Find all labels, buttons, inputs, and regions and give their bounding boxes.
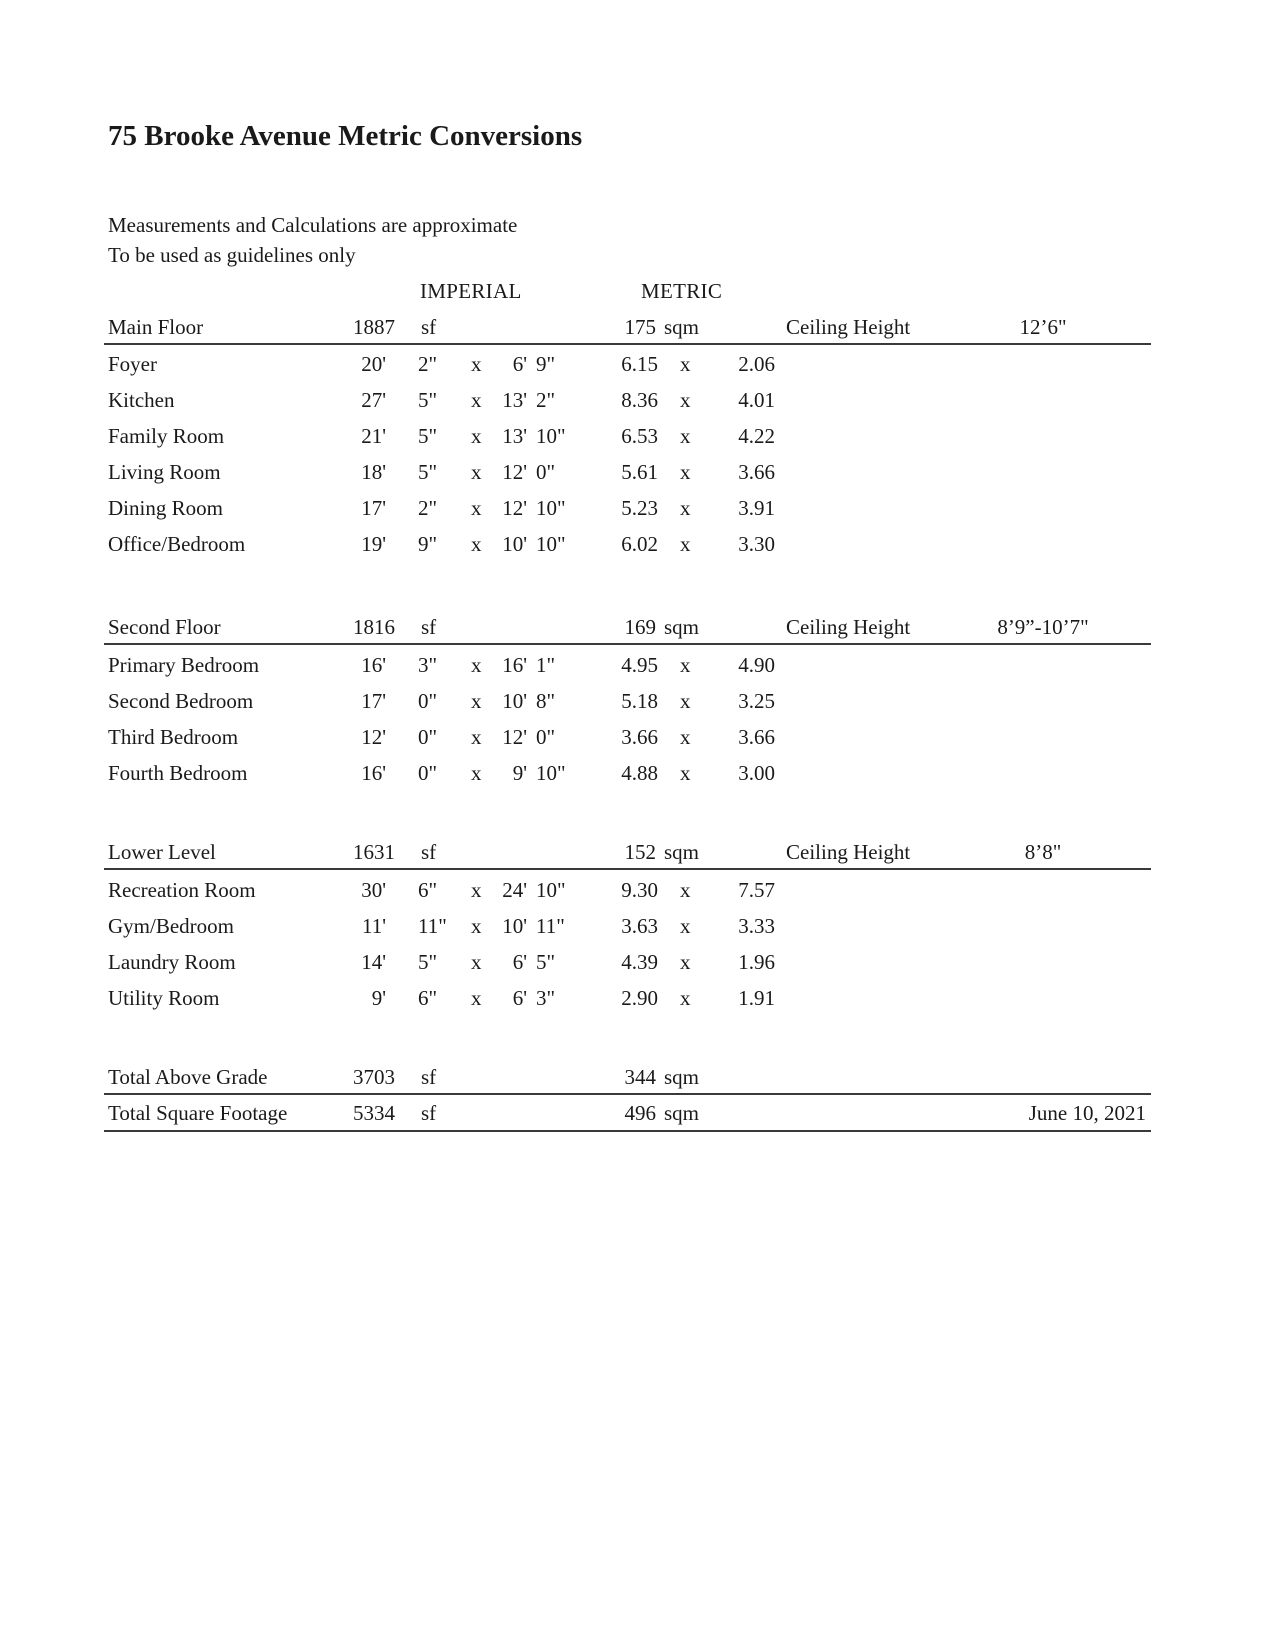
width-inches: 10" [536, 424, 566, 448]
width-feet: 9' [512, 761, 527, 785]
section-sqft: 1887 [353, 315, 395, 339]
length-inches: 5" [418, 388, 438, 412]
length-inches: 5" [418, 950, 438, 974]
room-name: Laundry Room [108, 950, 236, 974]
length-feet: 20' [361, 352, 386, 376]
width-metres: 4.01 [738, 388, 775, 412]
length-inches: 0" [418, 725, 438, 749]
width-inches: 0" [536, 460, 556, 484]
room-name: Foyer [108, 352, 157, 376]
imperial-times: x [471, 532, 482, 556]
length-feet: 14' [361, 950, 386, 974]
length-feet: 17' [361, 496, 386, 520]
room-row [0, 460, 1275, 490]
width-inches: 2" [536, 388, 556, 412]
imperial-times: x [471, 653, 482, 677]
length-metres: 8.36 [621, 388, 658, 412]
width-feet: 10' [502, 914, 527, 938]
length-inches: 0" [418, 689, 438, 713]
length-feet: 9' [371, 986, 386, 1010]
imperial-times: x [471, 388, 482, 412]
imperial-times: x [471, 424, 482, 448]
length-feet: 17' [361, 689, 386, 713]
length-inches: 3" [418, 653, 438, 677]
length-metres: 4.39 [621, 950, 658, 974]
section-header-second-floor [0, 615, 1275, 645]
width-inches: 3" [536, 986, 556, 1010]
room-row [0, 986, 1275, 1016]
metric-times: x [680, 725, 691, 749]
room-row [0, 653, 1275, 683]
imperial-times: x [471, 950, 482, 974]
width-inches: 10" [536, 761, 566, 785]
length-inches: 6" [418, 986, 438, 1010]
metric-times: x [680, 532, 691, 556]
totals-bottom-rule [104, 1130, 1151, 1132]
ceiling-height-label: Ceiling Height [786, 615, 911, 639]
width-metres: 4.22 [738, 424, 775, 448]
length-metres: 2.90 [621, 986, 658, 1010]
sqft-unit: sf [421, 615, 437, 639]
width-inches: 11" [536, 914, 565, 938]
room-name: Fourth Bedroom [108, 761, 248, 785]
imperial-column-header: IMPERIAL [420, 279, 522, 303]
length-inches: 9" [418, 532, 438, 556]
ceiling-height-value: 12’6" [1019, 315, 1067, 339]
room-name: Gym/Bedroom [108, 914, 234, 938]
section-header-main-floor [0, 315, 1275, 345]
total-sqm: 344 [624, 1065, 656, 1089]
room-name: Second Bedroom [108, 689, 254, 713]
ceiling-height-label: Ceiling Height [786, 840, 911, 864]
sqft-unit: sf [421, 840, 437, 864]
total-sqft: 5334 [353, 1101, 395, 1125]
length-metres: 5.61 [621, 460, 658, 484]
total-name: Total Above Grade [108, 1065, 268, 1089]
width-feet: 13' [502, 424, 527, 448]
total-sqm: 496 [624, 1101, 656, 1125]
width-feet: 24' [502, 878, 527, 902]
section-name: Main Floor [108, 315, 204, 339]
note-approximate: Measurements and Calculations are approximate [108, 213, 518, 237]
imperial-times: x [471, 689, 482, 713]
length-inches: 6" [418, 878, 438, 902]
width-inches: 1" [536, 653, 556, 677]
metric-times: x [680, 689, 691, 713]
width-inches: 9" [536, 352, 556, 376]
width-feet: 6' [512, 352, 527, 376]
section-sqft: 1816 [353, 615, 395, 639]
length-metres: 5.23 [621, 496, 658, 520]
width-feet: 10' [502, 532, 527, 556]
section-name: Lower Level [108, 840, 216, 864]
metric-times: x [680, 761, 691, 785]
sqft-unit: sf [421, 315, 437, 339]
room-name: Third Bedroom [108, 725, 239, 749]
sqm-unit: sqm [664, 1101, 700, 1125]
length-inches: 2" [418, 496, 438, 520]
total-name: Total Square Footage [108, 1101, 288, 1125]
length-metres: 3.63 [621, 914, 658, 938]
room-row [0, 352, 1275, 382]
width-feet: 13' [502, 388, 527, 412]
room-name: Family Room [108, 424, 225, 448]
section-sqft: 1631 [353, 840, 395, 864]
width-metres: 2.06 [738, 352, 775, 376]
room-name: Recreation Room [108, 878, 256, 902]
metric-times: x [680, 878, 691, 902]
width-metres: 3.25 [738, 689, 775, 713]
length-inches: 0" [418, 761, 438, 785]
room-row [0, 725, 1275, 755]
sqm-unit: sqm [664, 315, 700, 339]
section-sqm: 152 [624, 840, 656, 864]
width-feet: 12' [502, 460, 527, 484]
metric-times: x [680, 460, 691, 484]
total-above-grade-row [0, 1065, 1275, 1095]
length-feet: 21' [361, 424, 386, 448]
length-inches: 11" [418, 914, 447, 938]
width-metres: 3.33 [738, 914, 775, 938]
width-inches: 0" [536, 725, 556, 749]
sqm-unit: sqm [664, 840, 700, 864]
section-header-lower-level [0, 840, 1275, 870]
imperial-times: x [471, 761, 482, 785]
totals-divider [104, 1093, 1151, 1095]
imperial-times: x [471, 878, 482, 902]
room-name: Utility Room [108, 986, 220, 1010]
length-inches: 5" [418, 460, 438, 484]
metric-times: x [680, 950, 691, 974]
room-name: Primary Bedroom [108, 653, 260, 677]
metric-times: x [680, 388, 691, 412]
metric-column-header: METRIC [641, 279, 723, 303]
section-sqm: 169 [624, 615, 656, 639]
width-feet: 6' [512, 950, 527, 974]
sqm-unit: sqm [664, 1065, 700, 1089]
metric-times: x [680, 986, 691, 1010]
room-row [0, 914, 1275, 944]
room-row [0, 950, 1275, 980]
room-name: Living Room [108, 460, 221, 484]
length-inches: 5" [418, 424, 438, 448]
length-metres: 6.15 [621, 352, 658, 376]
room-row [0, 761, 1275, 791]
width-metres: 3.66 [738, 460, 775, 484]
length-metres: 3.66 [621, 725, 658, 749]
room-name: Kitchen [108, 388, 175, 412]
imperial-times: x [471, 460, 482, 484]
total-square-footage-row [0, 1101, 1275, 1131]
length-metres: 5.18 [621, 689, 658, 713]
length-feet: 19' [361, 532, 386, 556]
length-feet: 18' [361, 460, 386, 484]
ceiling-height-label: Ceiling Height [786, 315, 911, 339]
width-feet: 12' [502, 496, 527, 520]
imperial-times: x [471, 352, 482, 376]
width-metres: 3.00 [738, 761, 775, 785]
width-metres: 7.57 [738, 878, 775, 902]
section-sqm: 175 [624, 315, 656, 339]
metric-times: x [680, 352, 691, 376]
width-metres: 3.30 [738, 532, 775, 556]
sqft-unit: sf [421, 1065, 437, 1089]
room-name: Dining Room [108, 496, 223, 520]
imperial-times: x [471, 914, 482, 938]
length-feet: 16' [361, 761, 386, 785]
sqft-unit: sf [421, 1101, 437, 1125]
metric-times: x [680, 653, 691, 677]
length-feet: 11' [361, 914, 386, 938]
width-metres: 3.66 [738, 725, 775, 749]
ceiling-height-value: 8’9”-10’7" [997, 615, 1089, 639]
imperial-times: x [471, 986, 482, 1010]
metric-times: x [680, 914, 691, 938]
length-metres: 4.88 [621, 761, 658, 785]
room-row [0, 532, 1275, 562]
room-row [0, 689, 1275, 719]
section-divider [104, 868, 1151, 870]
width-inches: 10" [536, 532, 566, 556]
imperial-times: x [471, 725, 482, 749]
room-row [0, 878, 1275, 908]
sqm-unit: sqm [664, 615, 700, 639]
width-metres: 1.96 [738, 950, 775, 974]
width-inches: 5" [536, 950, 556, 974]
metric-times: x [680, 424, 691, 448]
note-guidelines: To be used as guidelines only [108, 243, 356, 267]
section-name: Second Floor [108, 615, 221, 639]
width-inches: 10" [536, 496, 566, 520]
section-divider [104, 643, 1151, 645]
width-metres: 4.90 [738, 653, 775, 677]
width-inches: 10" [536, 878, 566, 902]
length-feet: 27' [361, 388, 386, 412]
room-name: Office/Bedroom [108, 532, 246, 556]
width-metres: 3.91 [738, 496, 775, 520]
width-metres: 1.91 [738, 986, 775, 1010]
length-inches: 2" [418, 352, 438, 376]
width-feet: 10' [502, 689, 527, 713]
room-row [0, 496, 1275, 526]
width-feet: 12' [502, 725, 527, 749]
total-sqft: 3703 [353, 1065, 395, 1089]
width-feet: 16' [502, 653, 527, 677]
width-feet: 6' [512, 986, 527, 1010]
room-row [0, 424, 1275, 454]
length-feet: 30' [361, 878, 386, 902]
section-divider [104, 343, 1151, 345]
length-metres: 6.53 [621, 424, 658, 448]
document-date: June 10, 2021 [1028, 1101, 1146, 1125]
length-feet: 12' [361, 725, 386, 749]
metric-times: x [680, 496, 691, 520]
length-feet: 16' [361, 653, 386, 677]
length-metres: 6.02 [621, 532, 658, 556]
imperial-times: x [471, 496, 482, 520]
ceiling-height-value: 8’8" [1024, 840, 1062, 864]
page-title: 75 Brooke Avenue Metric Conversions [108, 120, 583, 152]
length-metres: 9.30 [621, 878, 658, 902]
room-row [0, 388, 1275, 418]
length-metres: 4.95 [621, 653, 658, 677]
width-inches: 8" [536, 689, 556, 713]
